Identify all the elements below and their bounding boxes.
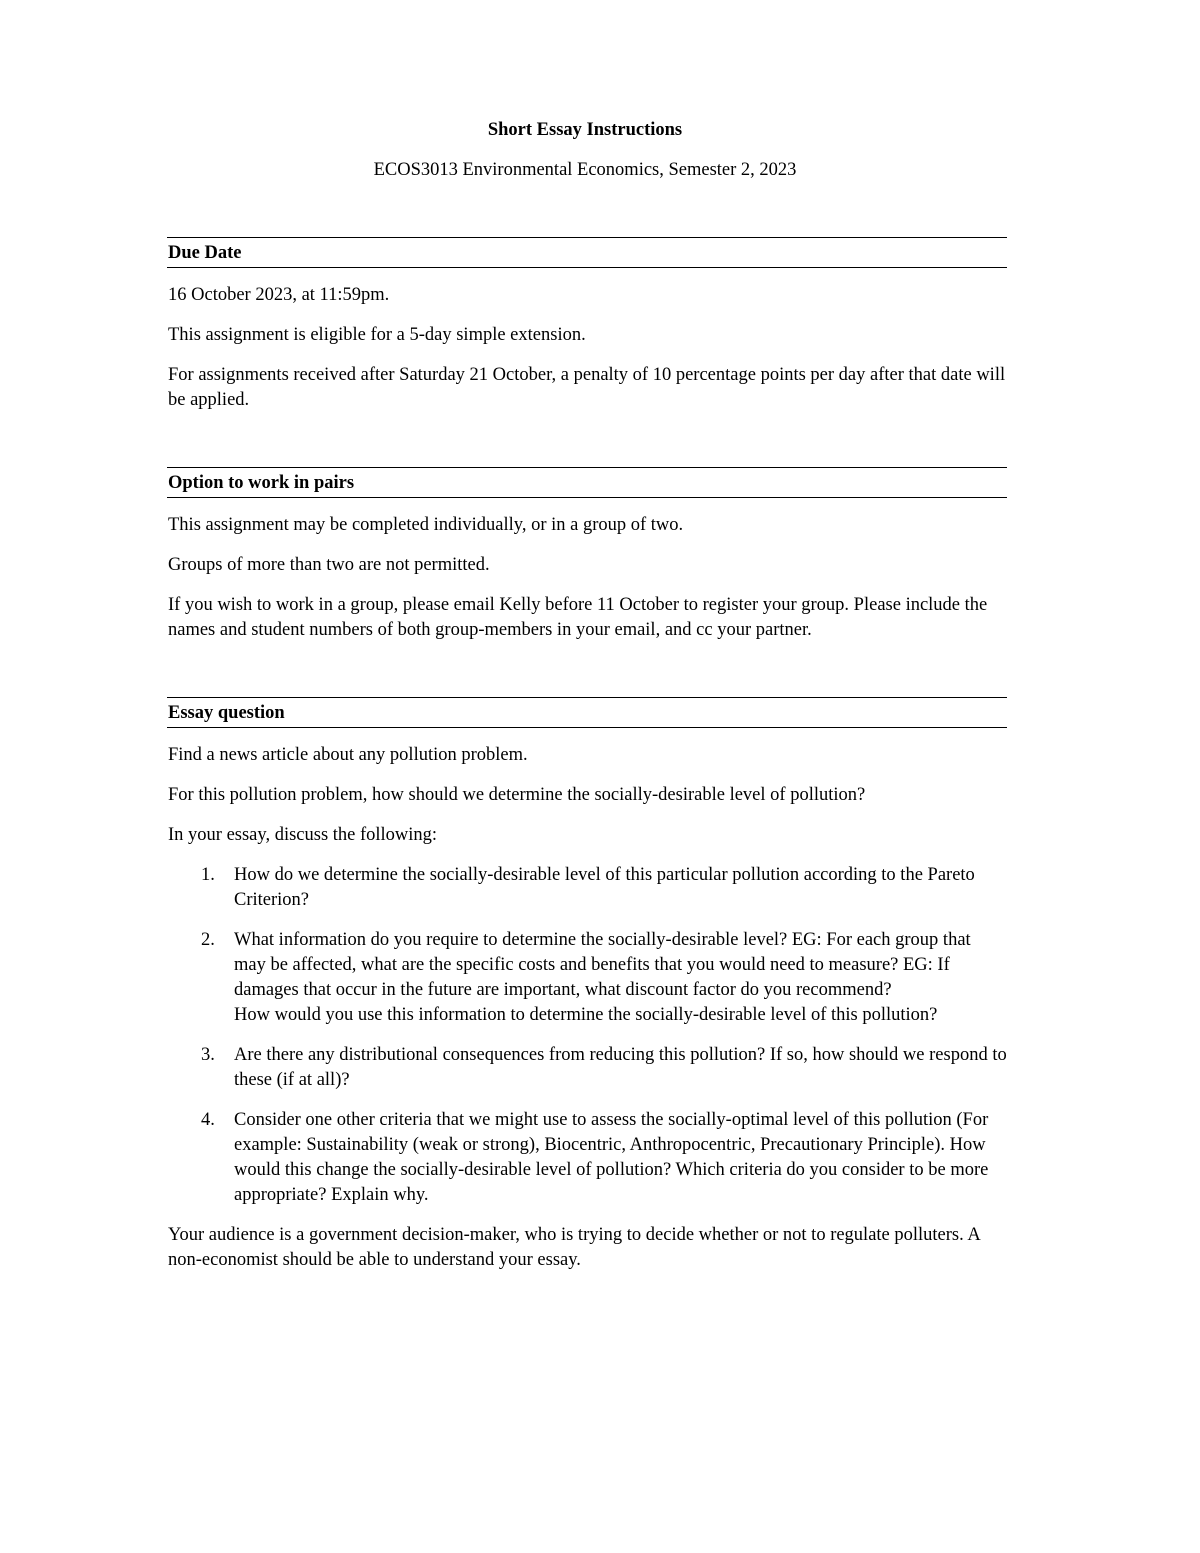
document-title: Short Essay Instructions xyxy=(487,120,683,140)
document-subtitle: ECOS3013 Environmental Economics, Semester 2, 2023 xyxy=(373,160,797,180)
pairs-individual-text: This assignment may be completed individually, or in a group of two. xyxy=(168,515,684,535)
pairs-heading: Option to work in pairs xyxy=(167,467,1007,498)
list-item-text: Consider one other criteria that we might use to assess the socially-optimal level of this pollution (For example: Sustainability (weak or strong), Biocentric, Anthropocentric, Precautionary Principle). How would this change the socially-desirable level of pollution? Which criteria do you consider to be more appropriate? Explain why. xyxy=(234,1110,989,1205)
due-date-section xyxy=(167,237,1007,413)
list-item-number: 1. xyxy=(201,865,215,885)
list-item xyxy=(167,1108,1007,1208)
list-item xyxy=(167,1043,1007,1093)
penalty-text: For assignments received after Saturday 21 October, a penalty of 10 percentage points per day after that date will be applied. xyxy=(168,365,1006,410)
list-item-text-continued: How would you use this information to determine the socially-desirable level of this pollution? xyxy=(234,1005,938,1025)
list-item xyxy=(167,863,1007,913)
essay-intro-text: Find a news article about any pollution problem. xyxy=(168,745,528,765)
pairs-section xyxy=(167,467,1007,643)
essay-discuss-text: In your essay, discuss the following: xyxy=(168,825,438,845)
list-item-text: How do we determine the socially-desirable level of this particular pollution according to the Pareto Criterion? xyxy=(234,865,975,910)
essay-question-text: For this pollution problem, how should we determine the socially-desirable level of pollution? xyxy=(168,785,866,805)
list-item-number: 2. xyxy=(201,930,215,950)
pairs-limit-text: Groups of more than two are not permitted. xyxy=(168,555,490,575)
question-list xyxy=(167,863,1007,1208)
pairs-register-text: If you wish to work in a group, please email Kelly before 11 October to register your group. Please include the names and student numbers of both group-members in your email, and cc your partner. xyxy=(168,595,988,640)
list-item-text: What information do you require to determine the socially-desirable level? EG: For each group that may be affected, what are the specific costs and benefits that you would need to measure? EG: If damages that occur in the future are important, what discount factor do you recommend? xyxy=(234,930,971,1000)
list-item-number: 4. xyxy=(201,1110,215,1130)
essay-section xyxy=(167,697,1007,1273)
list-item xyxy=(167,928,1007,1028)
audience-text: Your audience is a government decision-maker, who is trying to decide whether or not to regulate polluters. A non-economist should be able to understand your essay. xyxy=(168,1225,980,1270)
list-item-number: 3. xyxy=(201,1045,215,1065)
due-date-text: 16 October 2023, at 11:59pm. xyxy=(168,285,390,305)
extension-text: This assignment is eligible for a 5-day simple extension. xyxy=(168,325,586,345)
essay-heading: Essay question xyxy=(167,697,1007,728)
due-date-heading: Due Date xyxy=(167,237,1007,268)
list-item-text: Are there any distributional consequences from reducing this pollution? If so, how should we respond to these (if at all)? xyxy=(234,1045,1007,1090)
